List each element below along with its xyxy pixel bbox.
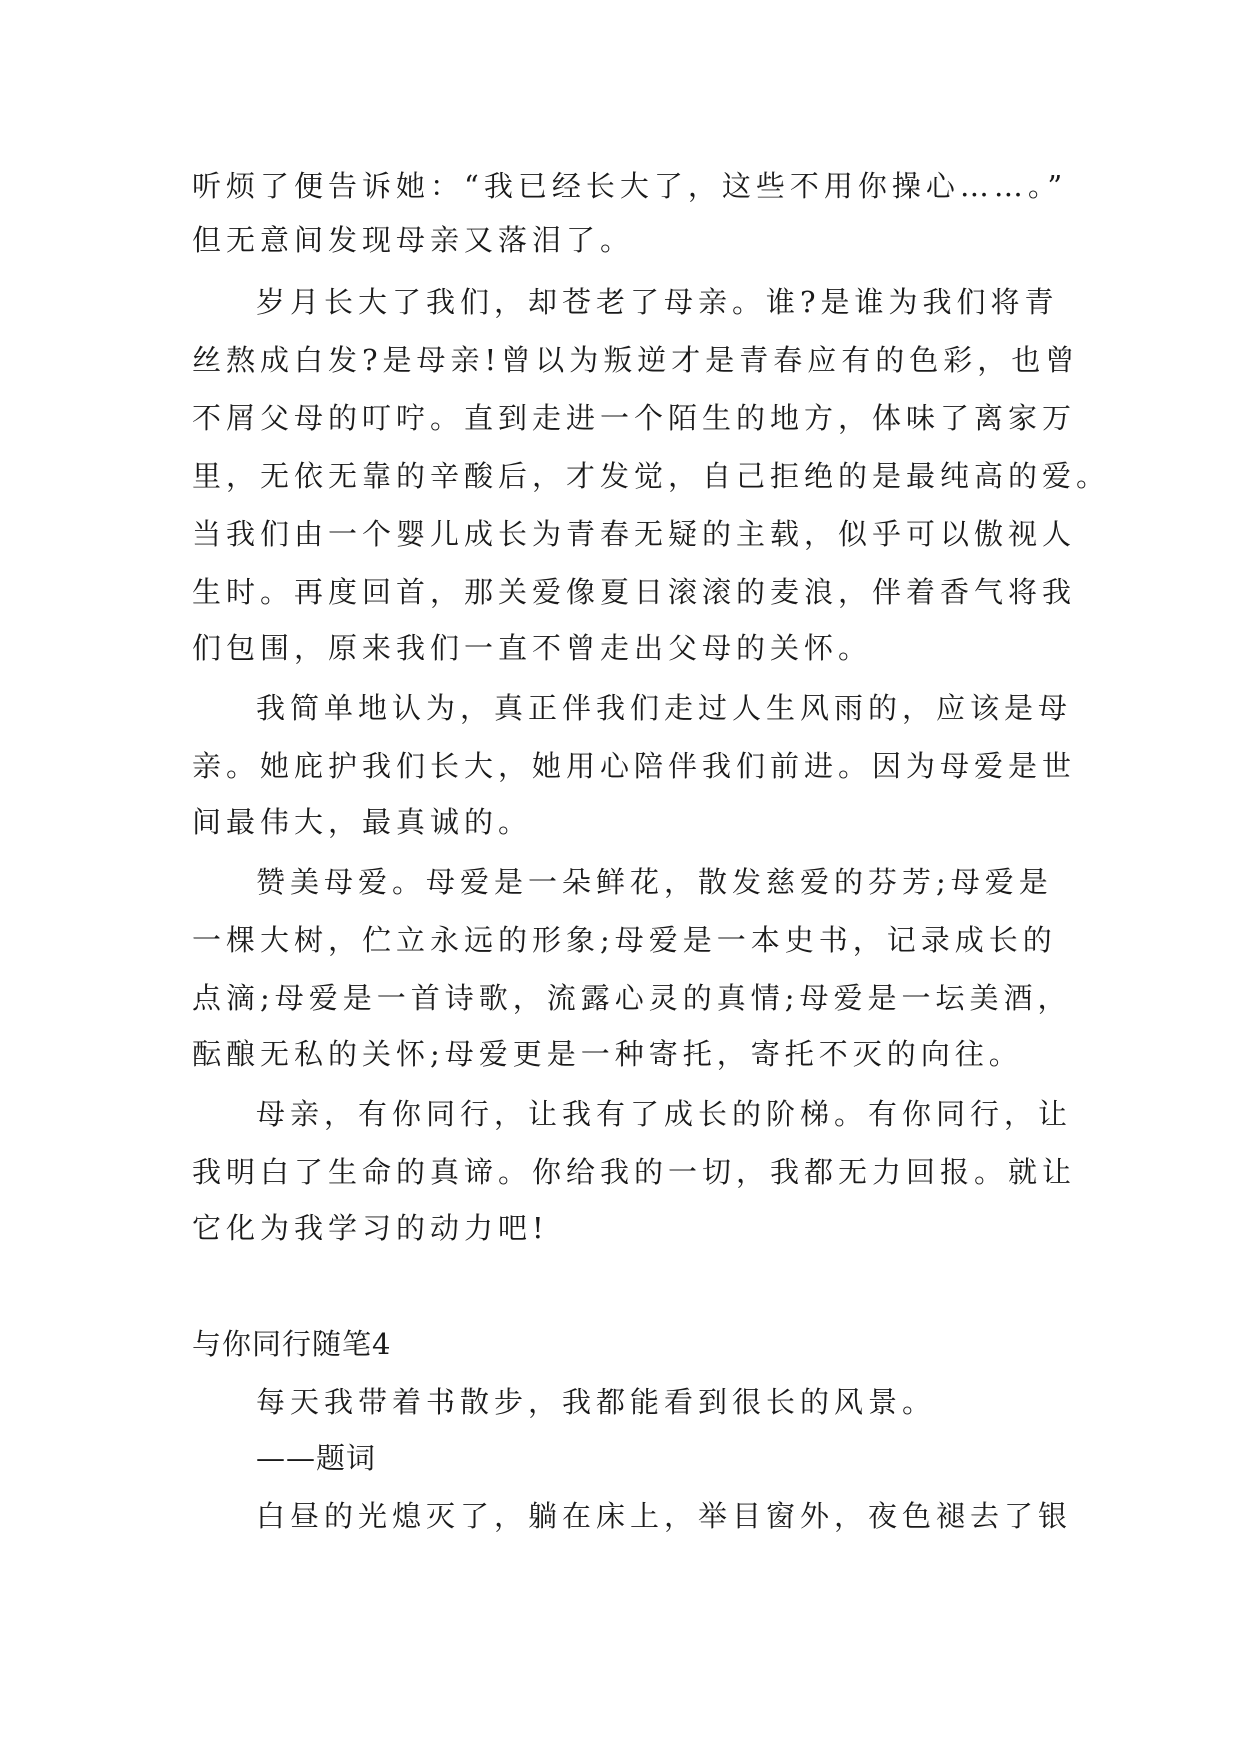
paragraph-line: 我简单地认为，真正伴我们走过人生风雨的，应该是母: [256, 691, 1073, 725]
paragraph-line: 每天我带着书散步，我都能看到很长的风景。: [256, 1385, 937, 1419]
epigraph-attribution: ——题词: [256, 1441, 377, 1475]
paragraph-line: 亲。她庇护我们长大，她用心陪伴我们前进。因为母爱是世: [192, 749, 1077, 783]
paragraph-line: 酝酿无私的关怀;母爱更是一种寄托，寄托不灭的向往。: [192, 1037, 1023, 1071]
paragraph-line: 但无意间发现母亲又落泪了。: [192, 223, 635, 257]
paragraph-line: 听烦了便告诉她：“我已经长大了，这些不用你操心……。”: [192, 169, 1068, 203]
paragraph-line: 不屑父母的叮咛。直到走进一个陌生的地方，体味了离家万: [192, 401, 1077, 435]
paragraph-line: 们包围，原来我们一直不曾走出父母的关怀。: [192, 631, 873, 665]
paragraph-line: 里，无依无靠的辛酸后，才发觉，自己拒绝的是最纯高的爱。: [192, 459, 1111, 493]
paragraph-line: 白昼的光熄灭了，躺在床上，举目窗外，夜色褪去了银: [256, 1499, 1073, 1533]
paragraph-line: 间最伟大，最真诚的。: [192, 805, 533, 839]
paragraph-line: 岁月长大了我们，却苍老了母亲。谁?是谁为我们将青: [256, 285, 1059, 319]
paragraph-line: 生时。再度回首，那关爱像夏日滚滚的麦浪，伴着香气将我: [192, 575, 1077, 609]
paragraph-line: 我明白了生命的真谛。你给我的一切，我都无力回报。就让: [192, 1155, 1077, 1189]
paragraph-line: 赞美母爱。母爱是一朵鲜花，散发慈爱的芬芳;母爱是: [256, 865, 1053, 899]
paragraph-line: 点滴;母爱是一首诗歌，流露心灵的真情;母爱是一坛美酒，: [192, 981, 1072, 1015]
paragraph-line: 丝熬成白发?是母亲!曾以为叛逆才是青春应有的色彩，也曾: [192, 343, 1080, 377]
paragraph-line: 它化为我学习的动力吧!: [192, 1211, 549, 1245]
section-heading: 与你同行随笔4: [192, 1327, 392, 1361]
paragraph-line: 一棵大树，伫立永远的形象;母爱是一本史书，记录成长的: [192, 923, 1057, 957]
paragraph-line: 母亲，有你同行，让我有了成长的阶梯。有你同行，让: [256, 1097, 1073, 1131]
paragraph-line: 当我们由一个婴儿成长为青春无疑的主载，似乎可以傲视人: [192, 517, 1077, 551]
